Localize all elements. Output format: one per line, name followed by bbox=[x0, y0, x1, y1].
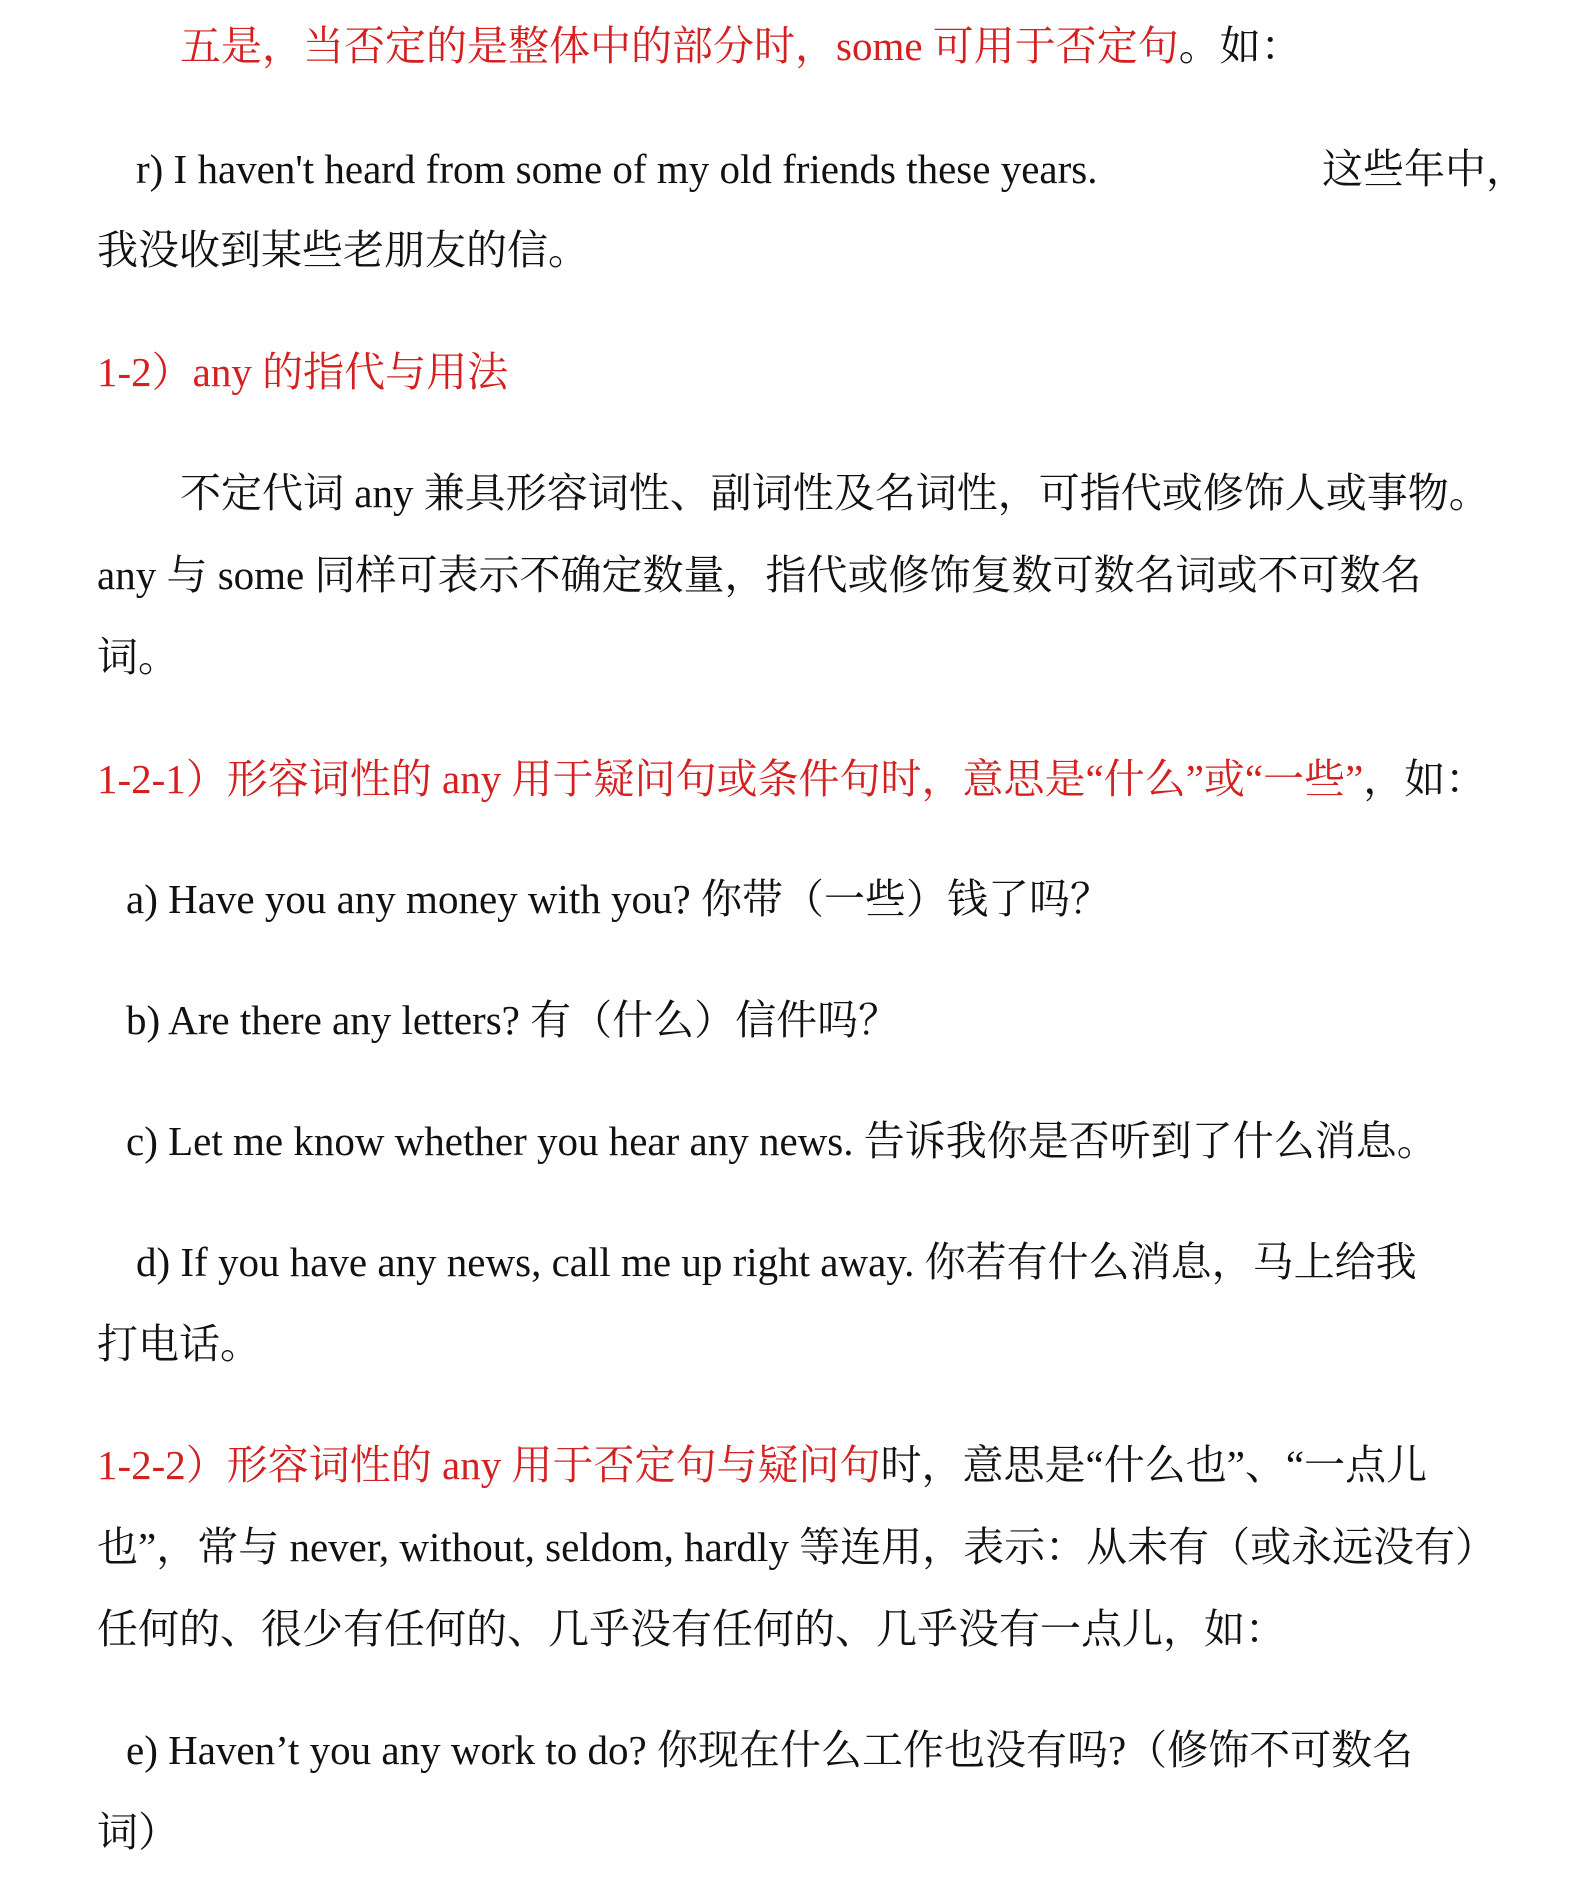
heading-1-2-2-line-3: 任何的、很少有任何的、几乎没有任何的、几乎没有一点儿，如： bbox=[97, 1606, 1286, 1652]
example-d-line-2: 打电话。 bbox=[97, 1321, 261, 1367]
example-r-english: r) I haven't heard from some of my old friends these years. bbox=[136, 146, 1098, 192]
point-five-text: 五是，当否定的是整体中的部分时，some 可用于否定句 bbox=[180, 23, 1179, 69]
intro-line-3: 词。 bbox=[97, 634, 179, 680]
example-e-line-1: e) Haven’t you any work to do? 你现在什么工作也没有吗?（修饰不可数名 bbox=[126, 1727, 1414, 1773]
example-b: b) Are there any letters? 有（什么）信件吗？ bbox=[126, 997, 900, 1043]
heading-1-2-2-text: 1-2-2）形容词性的 any 用于否定句与疑问句 bbox=[97, 1442, 881, 1488]
example-d-line-1: d) If you have any news, call me up right away. 你若有什么消息，马上给我 bbox=[136, 1239, 1417, 1285]
section-heading-1-2-1 bbox=[97, 757, 1486, 802]
point-five-tail: 。如： bbox=[1178, 23, 1302, 69]
example-a: a) Have you any money with you? 你带（一些）钱了吗？ bbox=[126, 876, 1111, 922]
heading-1-2-2-tail: 时，意思是“什么也”、“一点儿 bbox=[880, 1442, 1428, 1488]
point-five-line bbox=[180, 24, 1302, 69]
section-heading-1-2-2 bbox=[97, 1443, 1427, 1488]
intro-line-1: 不定代词 any 兼具形容词性、副词性及名词性，可指代或修饰人或事物。 bbox=[180, 470, 1490, 516]
example-e-line-2: 词） bbox=[97, 1809, 179, 1855]
example-r-chinese-end: 我没收到某些老朋友的信。 bbox=[97, 227, 589, 273]
heading-1-2-1-tail: ，如： bbox=[1363, 756, 1487, 802]
section-heading-1-2: 1-2）any 的指代与用法 bbox=[97, 349, 509, 395]
heading-1-2-2-line-2: 也”，常与 never, without, seldom, hardly 等连用，表示：从未有（或永远没有） bbox=[97, 1524, 1497, 1570]
heading-1-2-1-text: 1-2-1）形容词性的 any 用于疑问句或条件句时，意思是“什么”或“一些” bbox=[97, 756, 1364, 802]
example-r-chinese-start: 这些年中， bbox=[1322, 146, 1527, 192]
example-c: c) Let me know whether you hear any news. 告诉我你是否听到了什么消息。 bbox=[126, 1118, 1438, 1164]
intro-line-2: any 与 some 同样可表示不确定数量，指代或修饰复数可数名词或不可数名 bbox=[97, 552, 1422, 598]
